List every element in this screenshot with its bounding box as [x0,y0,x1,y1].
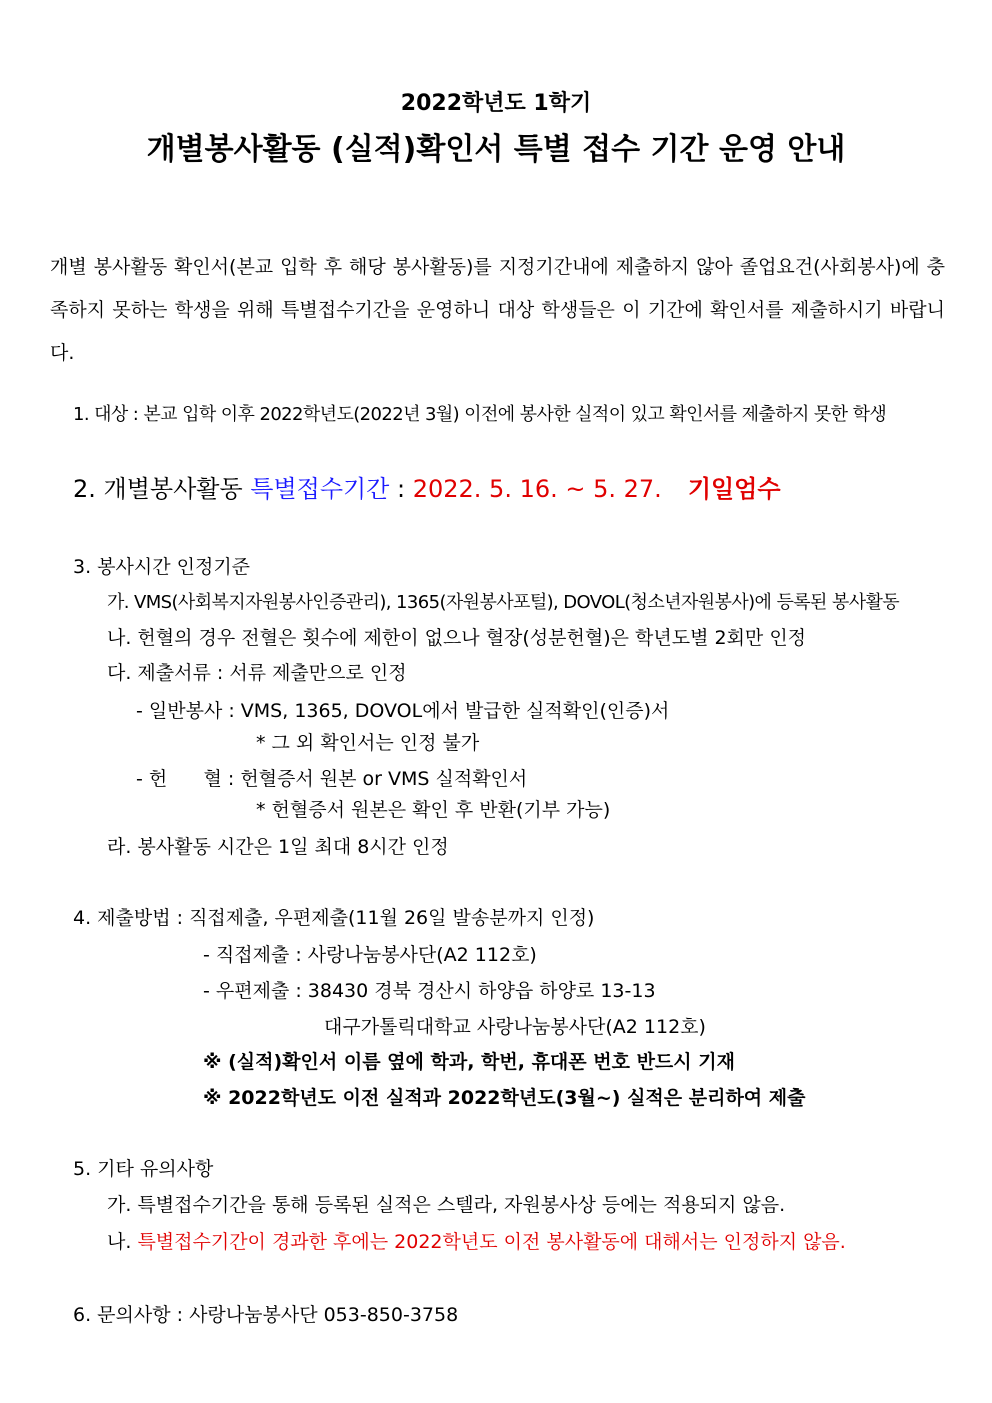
blood-donation-docs: - 헌 혈 : 헌혈증서 원본 or VMS 실적확인서 [136,768,528,790]
section-6-contact: 6. 문의사항 : 사랑나눔봉사단 053-850-3758 [73,1304,459,1326]
section-3-heading: 3. 봉사시간 인정기준 [73,556,251,578]
section-5-heading: 5. 기타 유의사항 [73,1158,214,1180]
special-period-label: 특별접수기간 [250,475,390,503]
page-title: 개별봉사활동 (실적)확인서 특별 접수 기간 운영 안내 [146,132,846,167]
section-5-item-b-text: 특별접수기간이 경과한 후에는 2022학년도 이전 봉사활동에 대해서는 인정하지 않음. [137,1231,846,1253]
period-dates: 2022. 5. 16. ~ 5. 27. [412,475,662,503]
mail-address-line2: 대구가톨릭대학교 사랑나눔봉사단(A2 112호) [324,1016,706,1038]
section-5-item-b-prefix: 나. [107,1231,138,1253]
section-4-heading: 4. 제출방법 : 직접제출, 우편제출(11월 26일 발송분까지 인정) [73,907,595,929]
section-3-item-a: 가. VMS(사회복지자원봉사인증관리), 1365(자원봉사포털), DOVOL(청소년자원봉사)에 등록된 봉사활동 [107,592,900,613]
general-volunteer-docs: - 일반봉사 : VMS, 1365, DOVOL에서 발급한 실적확인(인증)서 [136,700,670,722]
submission-note-2: ※ 2022학년도 이전 실적과 2022학년도(3월~) 실적은 분리하여 제출 [203,1087,806,1109]
general-volunteer-note: * 그 외 확인서는 인정 불가 [256,732,480,754]
intro-paragraph: 개별 봉사활동 확인서(본교 입학 후 해당 봉사활동)를 지정기간내에 제출하지 않아 졸업요건(사회봉사)에 충족하지 못하는 학생을 위해 특별접수기간을 운영하니 대상 학생들은 이 기간에 확인서를 제출하시기 바랍니다. [50,256,945,364]
blood-donation-note: * 헌혈증서 원본은 확인 후 반환(기부 가능) [256,799,611,821]
section-5-item-a: 가. 특별접수기간을 통해 등록된 실적은 스텔라, 자원봉사상 등에는 적용되지 않음. [107,1194,786,1216]
direct-submission: - 직접제출 : 사랑나눔봉사단(A2 112호) [203,944,537,966]
submission-note-1: ※ (실적)확인서 이름 옆에 학과, 학번, 휴대폰 번호 반드시 기재 [203,1051,735,1073]
section-3-item-c: 다. 제출서류 : 서류 제출만으로 인정 [107,662,407,684]
section-1-target: 1. 대상 : 본교 입학 이후 2022학년도(2022년 3월) 이전에 봉사한 실적이 있고 확인서를 제출하지 못한 학생 [73,404,887,425]
section-3-item-d: 라. 봉사활동 시간은 1일 최대 8시간 인정 [107,836,449,858]
mail-submission: - 우편제출 : 38430 경북 경산시 하양읍 하양로 13-13 [203,980,656,1002]
term-heading: 2022학년도 1학기 [400,91,592,116]
section-5-item-b [107,1230,846,1254]
section-2-period [73,474,781,504]
section-3-item-b: 나. 헌혈의 경우 전혈은 횟수에 제한이 없으나 혈장(성분헌혈)은 학년도별 2회만 인정 [107,627,807,649]
section-2-prefix: 2. 개별봉사활동 [73,475,251,503]
strict-deadline-label: 기일엄수 [687,475,781,503]
section-2-sep: : [389,475,413,503]
